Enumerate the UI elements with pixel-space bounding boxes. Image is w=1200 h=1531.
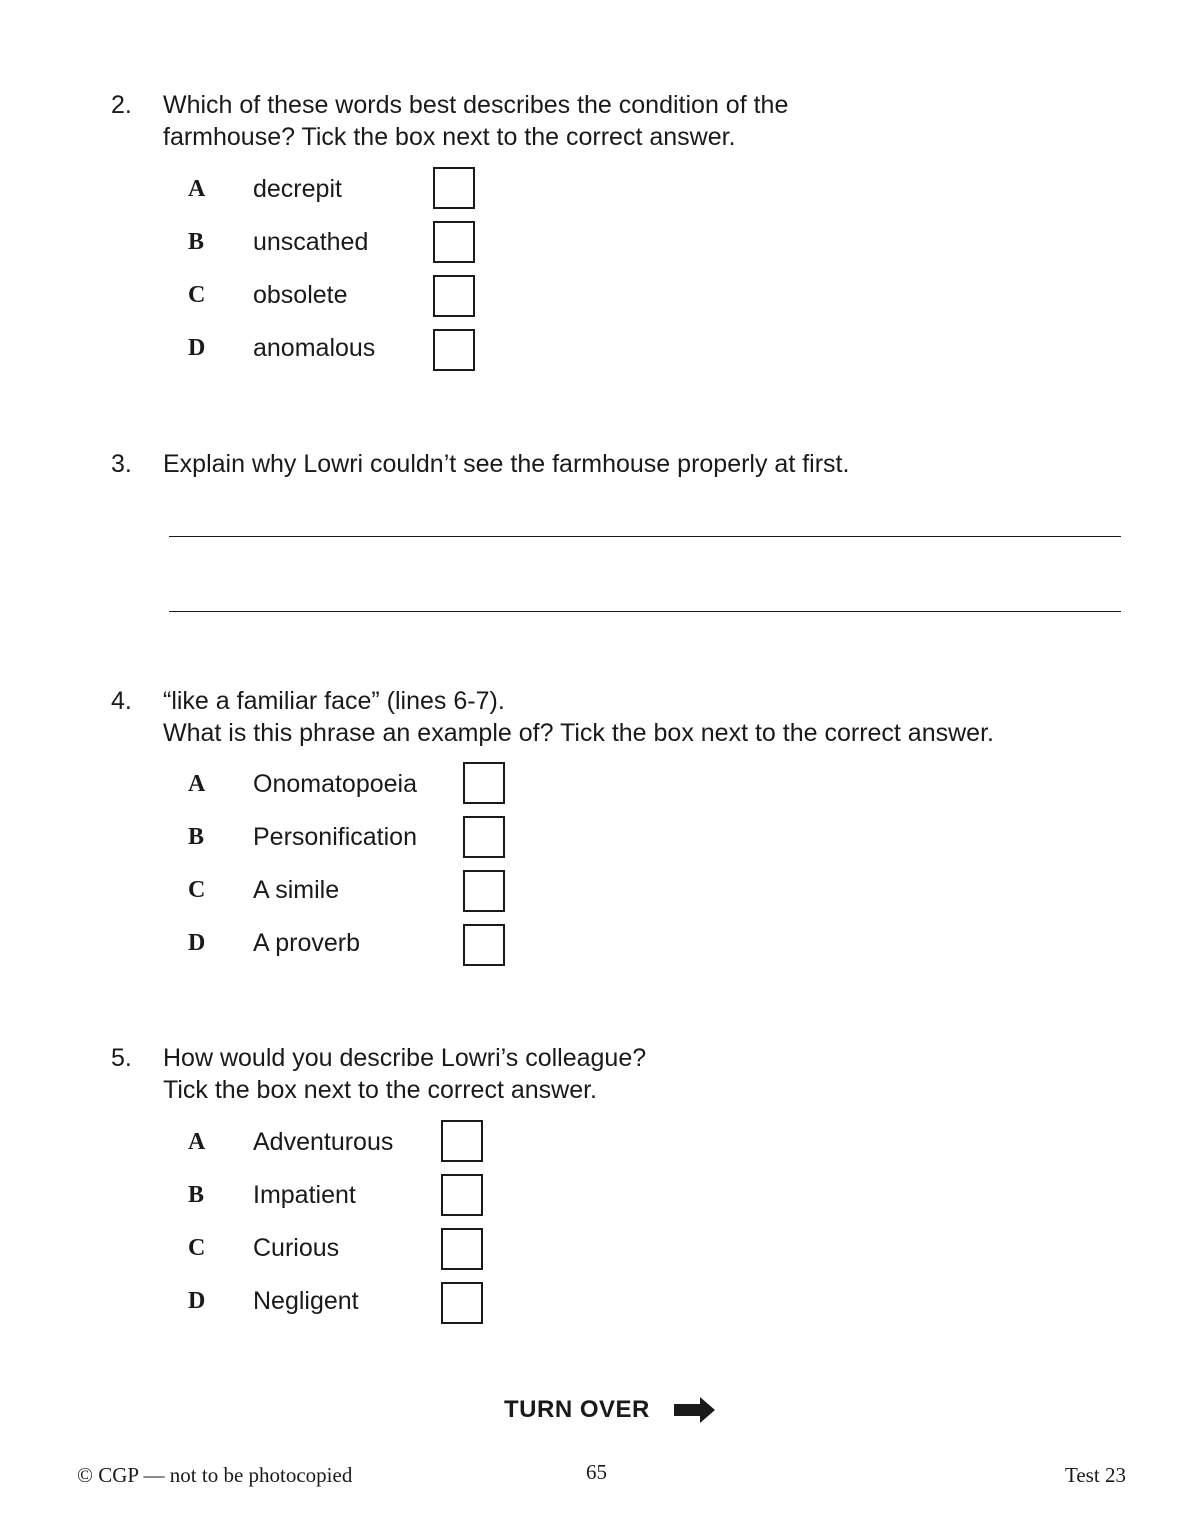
question-5-text-line-2: Tick the box next to the correct answer. (163, 1076, 597, 1104)
question-5-option-a-text: Adventurous (253, 1128, 394, 1156)
question-5-option-c-letter: C (188, 1235, 206, 1261)
question-2-option-b-letter: B (188, 229, 205, 255)
footer-page-number: 65 (586, 1460, 607, 1484)
question-5-option-b-letter: B (188, 1182, 205, 1208)
footer-test-label: Test 23 (1065, 1463, 1126, 1487)
question-2-option-b-text: unscathed (253, 228, 369, 256)
question-4-text-line-1: “like a familiar face” (lines 6-7). (163, 687, 505, 715)
question-4-option-c-tickbox[interactable] (463, 870, 505, 912)
question-2-option-a-tickbox[interactable] (433, 167, 475, 209)
question-2-option-d-text: anomalous (253, 334, 376, 362)
question-4-option-d-tickbox[interactable] (463, 924, 505, 966)
question-5-option-a-tickbox[interactable] (441, 1120, 483, 1162)
question-2-option-a-letter: A (188, 176, 206, 202)
question-2-option-b-tickbox[interactable] (433, 221, 475, 263)
question-5-option-c-text: Curious (253, 1234, 340, 1262)
question-2-text-line-2: farmhouse? Tick the box next to the correct answer. (163, 123, 736, 151)
question-4-text-line-2: What is this phrase an example of? Tick the box next to the correct answer. (163, 719, 994, 747)
question-2-number: 2. (111, 91, 132, 119)
question-3-answer-line-2[interactable] (169, 611, 1121, 612)
question-5-option-c-tickbox[interactable] (441, 1228, 483, 1270)
question-4-option-a-tickbox[interactable] (463, 762, 505, 804)
question-2-option-c-tickbox[interactable] (433, 275, 475, 317)
footer-copyright: © CGP — not to be photocopied (77, 1463, 353, 1487)
question-5-option-d-letter: D (188, 1288, 206, 1314)
question-3-answer-line-1[interactable] (169, 536, 1121, 537)
question-4-option-a-letter: A (188, 771, 206, 797)
question-5-option-a-letter: A (188, 1129, 206, 1155)
question-2-option-d-letter: D (188, 335, 206, 361)
question-5-option-b-text: Impatient (253, 1181, 356, 1209)
question-4-option-a-text: Onomatopoeia (253, 770, 418, 798)
question-4-option-d-letter: D (188, 930, 206, 956)
question-4-option-c-letter: C (188, 877, 206, 903)
question-4-option-b-tickbox[interactable] (463, 816, 505, 858)
question-5-option-d-text: Negligent (253, 1287, 359, 1315)
question-4-option-b-letter: B (188, 824, 205, 850)
question-4-option-c-text: A simile (253, 876, 340, 904)
question-4-option-b-text: Personification (253, 823, 417, 851)
question-2-option-c-text: obsolete (253, 281, 348, 309)
question-2-option-d-tickbox[interactable] (433, 329, 475, 371)
question-2-option-c-letter: C (188, 282, 206, 308)
question-2-text-line-1: Which of these words best describes the condition of the (163, 91, 789, 119)
turn-over-label: TURN OVER (504, 1396, 650, 1423)
question-2-option-a-text: decrepit (253, 175, 342, 203)
question-4-number: 4. (111, 687, 132, 715)
question-4-option-d-text: A proverb (253, 929, 361, 957)
question-5-number: 5. (111, 1044, 132, 1072)
question-5-option-b-tickbox[interactable] (441, 1174, 483, 1216)
question-5-option-d-tickbox[interactable] (441, 1282, 483, 1324)
question-3-text: Explain why Lowri couldn’t see the farmhouse properly at first. (163, 450, 850, 478)
question-3-number: 3. (111, 450, 132, 478)
question-5-text-line-1: How would you describe Lowri’s colleague? (163, 1044, 647, 1072)
right-arrow-icon (674, 1395, 716, 1425)
